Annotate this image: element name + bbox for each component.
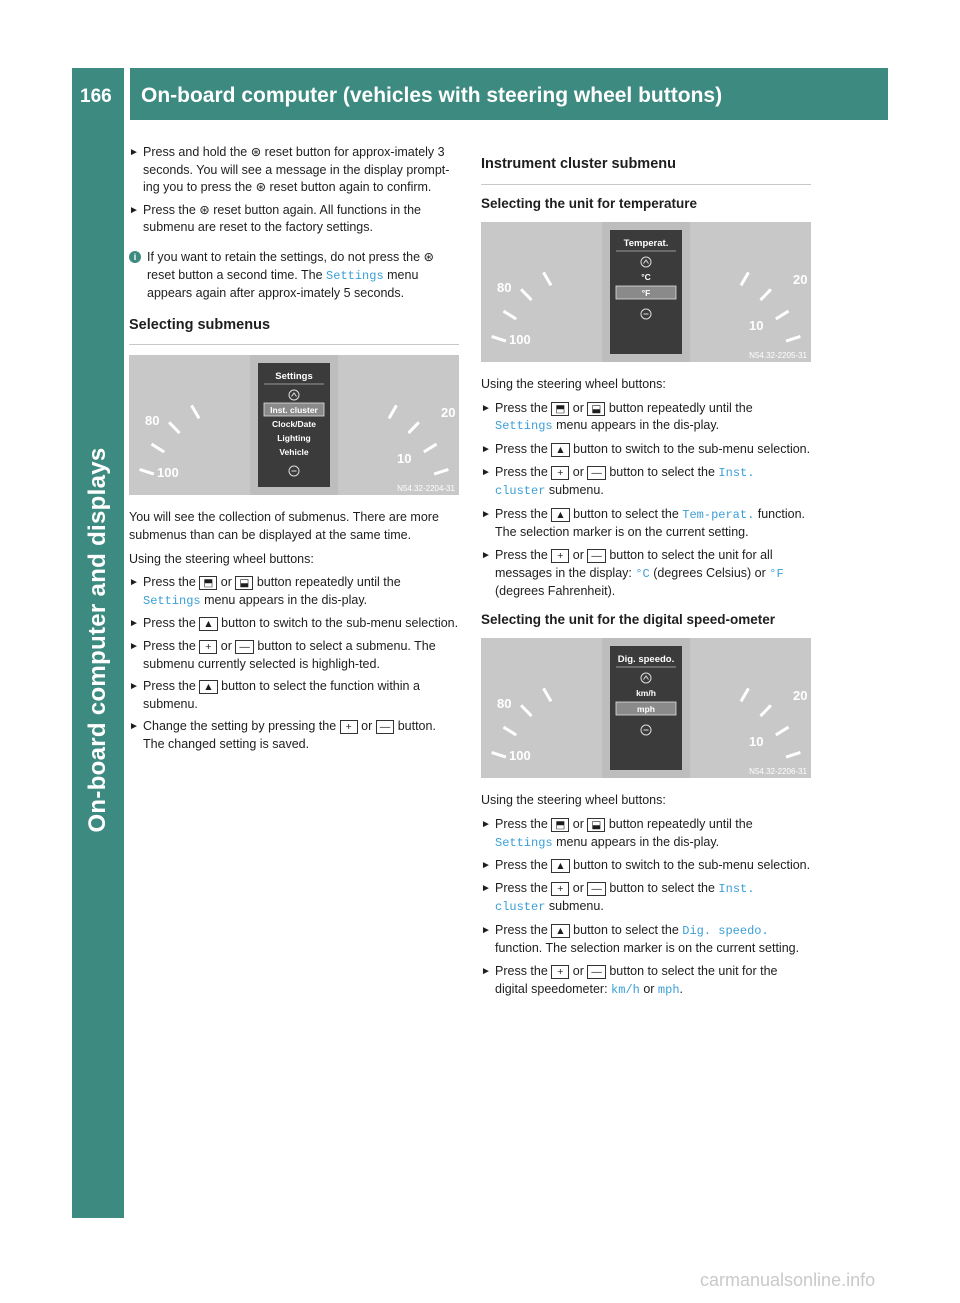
step-text: button to select the bbox=[569, 506, 683, 521]
instruction-step bbox=[129, 202, 459, 237]
figure-settings-display bbox=[129, 355, 459, 495]
step-text: button repeatedly until the bbox=[605, 816, 753, 831]
step-arrow-icon: ► bbox=[481, 860, 491, 872]
step-text: button. The changed setting is saved. bbox=[143, 719, 436, 751]
steering-button-icon: ⬒ bbox=[199, 576, 217, 590]
step-text: function. The selection marker is on the current setting. bbox=[495, 941, 800, 956]
display-menu-item: mph bbox=[637, 704, 655, 715]
instruction-step bbox=[481, 963, 811, 999]
steering-button-icon: ⬒ bbox=[551, 402, 569, 416]
step-arrow-icon: ► bbox=[129, 618, 139, 630]
gauge-label: 20 bbox=[793, 688, 808, 704]
step-text: submenu. bbox=[545, 899, 604, 914]
step-text: or bbox=[569, 400, 588, 415]
step-text: button repeatedly until the bbox=[605, 400, 753, 415]
step-text: Press the bbox=[143, 616, 200, 631]
steering-button-icon: — bbox=[376, 720, 395, 734]
steering-button-icon: + bbox=[551, 549, 569, 563]
steering-button-icon: ▲ bbox=[199, 680, 217, 694]
gauge-label: 20 bbox=[793, 272, 808, 288]
step-text: button to switch to the sub-menu selection. bbox=[569, 858, 811, 873]
steering-button-icon: + bbox=[551, 965, 569, 979]
step-text: (degrees Fahrenheit). bbox=[495, 584, 616, 599]
left-column bbox=[129, 144, 459, 758]
step-text: Change the setting by pressing the bbox=[143, 719, 340, 734]
step-text: menu appears in the dis-play. bbox=[552, 834, 720, 849]
step-text: button to select the unit for the digital speedometer: bbox=[495, 964, 778, 996]
steering-button-icon: ▲ bbox=[551, 924, 569, 938]
steering-button-icon: + bbox=[340, 720, 358, 734]
display-menu-item: Inst. cluster bbox=[270, 405, 318, 416]
menu-reference: °C bbox=[635, 566, 650, 581]
watermark: carmanualsonline.info bbox=[700, 1270, 876, 1290]
info-note: i If you want to retain the settings, do not press the ⊛ reset button a second time. The Settings menu appears again after approx-imately 5 seconds. bbox=[129, 249, 459, 303]
instruction-step bbox=[129, 718, 459, 753]
step-text: Press the bbox=[143, 638, 200, 653]
heading-submenus: Selecting submenus bbox=[129, 317, 459, 346]
step-text: (degrees Celsius) or bbox=[649, 565, 770, 580]
step-arrow-icon: ► bbox=[481, 882, 491, 894]
heading-speedometer: Selecting the unit for the digital speed-ometer bbox=[481, 611, 776, 627]
step-text: or bbox=[569, 464, 588, 479]
gauge-label: 80 bbox=[145, 413, 160, 429]
step-text: Press the bbox=[495, 441, 552, 456]
instruction-step bbox=[129, 638, 459, 673]
step-text: or bbox=[217, 638, 236, 653]
step-text: button to select the bbox=[569, 922, 683, 937]
instruction-step bbox=[481, 506, 811, 542]
instruction-step bbox=[129, 678, 459, 713]
step-text: or bbox=[569, 880, 588, 895]
instruction-step bbox=[481, 922, 811, 958]
step-arrow-icon: ► bbox=[129, 721, 139, 733]
steering-button-icon: — bbox=[587, 466, 606, 480]
step-text: Press the bbox=[495, 858, 552, 873]
step-arrow-icon: ► bbox=[481, 466, 491, 478]
instruction-step bbox=[481, 400, 811, 436]
step-text: button to switch to the sub-menu selection. bbox=[569, 441, 811, 456]
display-title: Temperat. bbox=[623, 238, 669, 250]
gauge-label: 100 bbox=[509, 332, 531, 348]
steering-button-icon: ⬓ bbox=[587, 818, 605, 832]
figure-code: N54.32-2204-31 bbox=[397, 484, 455, 494]
gauge-label: 20 bbox=[441, 405, 456, 421]
menu-reference: Settings bbox=[495, 835, 553, 850]
instruction-step bbox=[481, 441, 811, 459]
display-title: Settings bbox=[275, 371, 313, 383]
heading-instrument-cluster: Instrument cluster submenu bbox=[481, 156, 811, 185]
menu-reference: km/h bbox=[611, 982, 640, 997]
paragraph-submenus: You will see the collection of submenus. There are more submenus than can be displayed at the same time. bbox=[129, 510, 439, 542]
step-text: or bbox=[569, 547, 588, 562]
gauge-label: 80 bbox=[497, 280, 512, 296]
display-menu-item: km/h bbox=[636, 688, 656, 699]
step-arrow-icon: ► bbox=[129, 681, 139, 693]
display-menu-item: Vehicle bbox=[279, 447, 309, 458]
step-arrow-icon: ► bbox=[129, 147, 139, 158]
gauge-label: 100 bbox=[157, 465, 179, 481]
steering-button-icon: ⬓ bbox=[235, 576, 253, 590]
display-menu-item: Lighting bbox=[277, 433, 311, 444]
page-title: On-board computer (vehicles with steering wheel buttons) bbox=[141, 84, 723, 107]
step-text: Press the bbox=[495, 547, 552, 562]
speedometer-steps bbox=[481, 816, 811, 999]
gauge-label: 10 bbox=[749, 734, 764, 750]
menu-reference: Settings bbox=[143, 593, 201, 608]
menu-reference: mph bbox=[657, 982, 680, 997]
steering-button-icon: ▲ bbox=[551, 508, 569, 522]
instruction-step bbox=[129, 144, 459, 197]
step-text: submenu. bbox=[545, 483, 604, 498]
step-text: Press the bbox=[143, 575, 200, 590]
step-arrow-icon: ► bbox=[481, 508, 491, 520]
step-arrow-icon: ► bbox=[481, 402, 491, 414]
menu-reference: °F bbox=[769, 566, 784, 581]
steering-button-icon: ⬓ bbox=[587, 402, 605, 416]
menu-reference: Inst. cluster bbox=[495, 465, 755, 499]
display-menu-item: °C bbox=[641, 272, 651, 283]
step-text: button to select the function within a submenu. bbox=[143, 679, 420, 711]
step-text: menu appears in the dis-play. bbox=[552, 418, 720, 433]
menu-reference: Dig. speedo. bbox=[682, 923, 769, 938]
step-text: or bbox=[639, 981, 658, 996]
steering-button-icon: ▲ bbox=[199, 617, 217, 631]
gauge-label: 10 bbox=[397, 451, 412, 467]
instrument-cluster-illustration bbox=[481, 222, 811, 362]
instruction-step bbox=[481, 816, 811, 852]
step-arrow-icon: ► bbox=[129, 204, 139, 216]
step-text: Press the bbox=[143, 679, 200, 694]
menu-reference: Inst. cluster bbox=[495, 881, 755, 915]
step-text: function. The selection marker is on the current setting. bbox=[495, 506, 806, 540]
paragraph-using-buttons: Using the steering wheel buttons: bbox=[129, 551, 314, 566]
step-text: Press and hold the ⊛ reset button for approx-imately 3 seconds. You will see a message in the display prompt-ing you to press the ⊛ reset button again to confirm. bbox=[143, 145, 450, 195]
paragraph-speedo-buttons: Using the steering wheel buttons: bbox=[481, 793, 666, 808]
gauge-label: 80 bbox=[497, 696, 512, 712]
step-text: button to select the bbox=[605, 464, 719, 479]
step-text: or bbox=[357, 719, 376, 734]
submenu-steps bbox=[129, 574, 459, 753]
page-number: 166 bbox=[80, 86, 112, 107]
menu-settings-ref: Settings bbox=[326, 268, 384, 283]
steering-button-icon: + bbox=[551, 882, 569, 896]
steering-button-icon: ▲ bbox=[551, 443, 569, 457]
step-arrow-icon: ► bbox=[481, 924, 491, 936]
step-text: Press the bbox=[495, 964, 552, 979]
step-text: Press the bbox=[495, 816, 552, 831]
gauge-label: 10 bbox=[749, 318, 764, 334]
instruction-step bbox=[481, 880, 811, 917]
step-text: . bbox=[679, 981, 684, 996]
instruction-step bbox=[481, 547, 811, 601]
menu-reference: Settings bbox=[495, 419, 553, 434]
step-arrow-icon: ► bbox=[481, 818, 491, 830]
steering-button-icon: ⬒ bbox=[551, 818, 569, 832]
display-title: Dig. speedo. bbox=[617, 654, 675, 666]
step-text: Press the bbox=[495, 400, 552, 415]
step-text: or bbox=[569, 964, 588, 979]
step-arrow-icon: ► bbox=[481, 443, 491, 455]
step-text: or bbox=[569, 816, 588, 831]
steering-button-icon: + bbox=[199, 640, 217, 654]
steering-button-icon: + bbox=[551, 466, 569, 480]
figure-code: N54.32-2205-31 bbox=[749, 351, 807, 361]
paragraph-temp-buttons: Using the steering wheel buttons: bbox=[481, 377, 666, 392]
steering-button-icon: — bbox=[235, 640, 254, 654]
steering-button-icon: ▲ bbox=[551, 859, 569, 873]
side-tab-label: On-board computer and displays bbox=[84, 447, 111, 833]
step-text: or bbox=[217, 575, 236, 590]
instrument-cluster-illustration bbox=[129, 355, 459, 495]
instruction-step bbox=[129, 574, 459, 610]
display-menu-item: °F bbox=[641, 288, 651, 299]
step-text: Press the ⊛ reset button again. All functions in the submenu are reset to the factory settings. bbox=[143, 202, 421, 235]
instruction-step bbox=[481, 464, 811, 501]
step-text: Press the bbox=[495, 464, 552, 479]
figure-code: N54.32-2206-31 bbox=[749, 767, 807, 777]
steering-button-icon: — bbox=[587, 549, 606, 563]
step-text: Press the bbox=[495, 506, 552, 521]
instruction-step bbox=[129, 615, 459, 633]
step-text: button to select a submenu. The submenu currently selected is highligh-ted. bbox=[143, 638, 436, 671]
step-arrow-icon: ► bbox=[129, 640, 139, 652]
figure-temperature-display bbox=[481, 222, 811, 362]
info-icon: i bbox=[129, 251, 141, 263]
reset-steps bbox=[129, 144, 459, 237]
step-text: button repeatedly until the bbox=[253, 575, 401, 590]
instrument-cluster-illustration bbox=[481, 638, 811, 778]
steering-button-icon: — bbox=[587, 965, 606, 979]
heading-temperature: Selecting the unit for temperature bbox=[481, 195, 698, 211]
instruction-step bbox=[481, 857, 811, 875]
step-text: Press the bbox=[495, 922, 552, 937]
step-text: button to select the bbox=[605, 880, 719, 895]
step-arrow-icon: ► bbox=[129, 577, 139, 589]
temperature-steps bbox=[481, 400, 811, 601]
display-menu-item: Clock/Date bbox=[272, 419, 316, 430]
steering-button-icon: — bbox=[587, 882, 606, 896]
step-text: button to select the unit for all messages in the display: bbox=[495, 547, 773, 580]
right-column bbox=[481, 144, 811, 1004]
step-text: Press the bbox=[495, 880, 552, 895]
gauge-label: 100 bbox=[509, 748, 531, 764]
step-arrow-icon: ► bbox=[481, 966, 491, 978]
menu-reference: Tem-perat. bbox=[682, 507, 755, 522]
figure-speedometer-display bbox=[481, 638, 811, 778]
step-arrow-icon: ► bbox=[481, 549, 491, 561]
step-text: menu appears in the dis-play. bbox=[200, 592, 368, 607]
step-text: button to switch to the sub-menu selection. bbox=[217, 616, 459, 631]
